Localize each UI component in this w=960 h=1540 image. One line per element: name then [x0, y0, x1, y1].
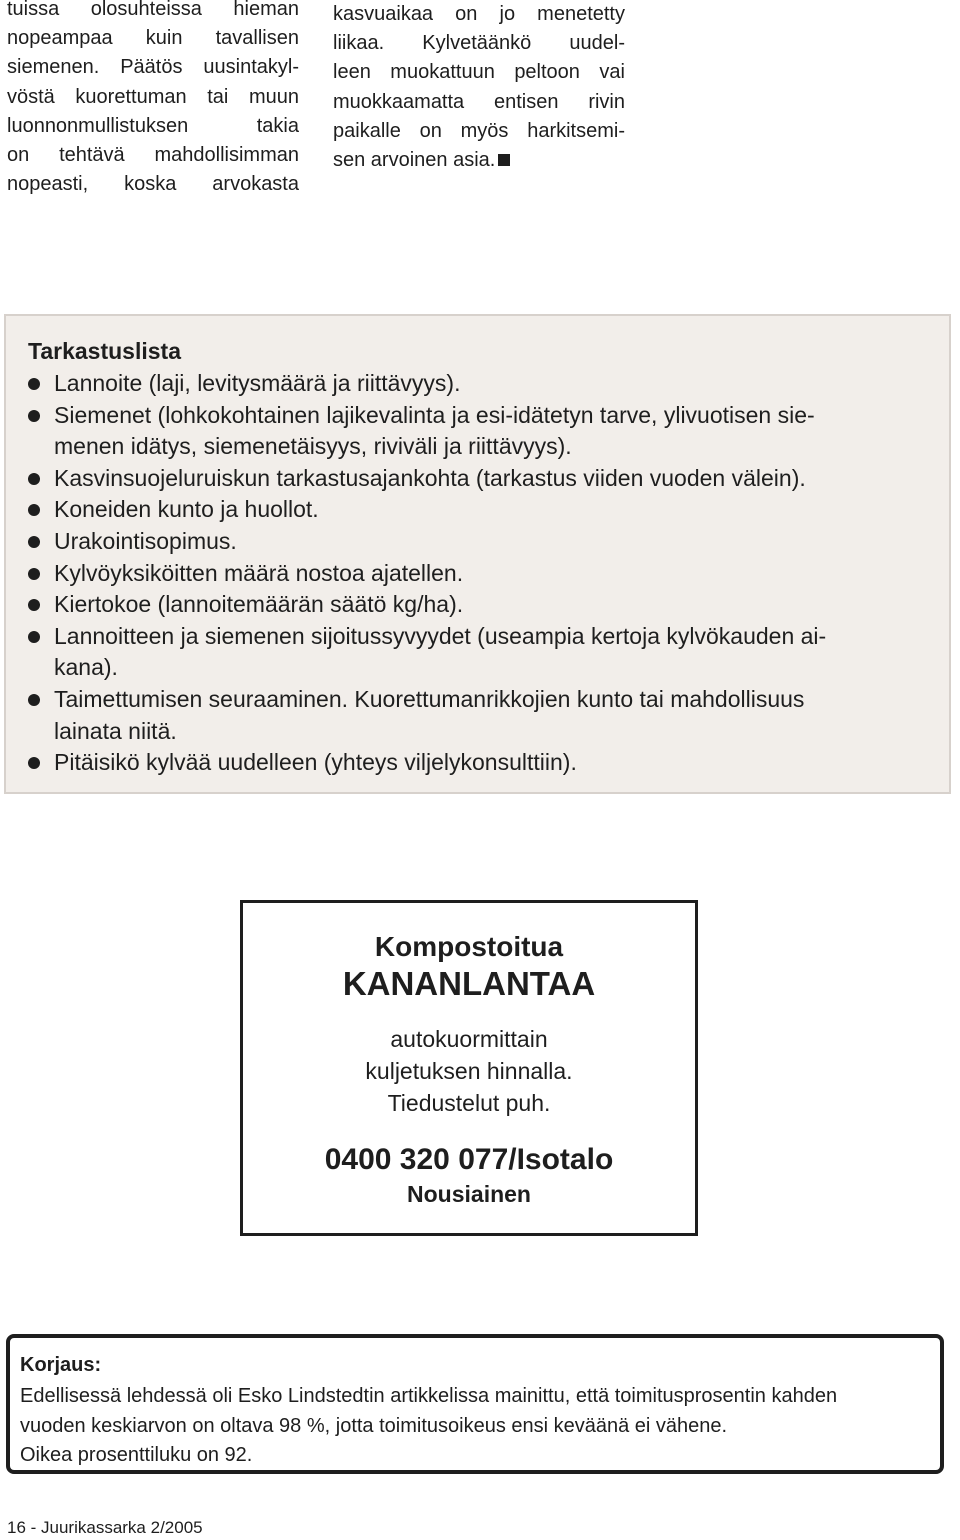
checklist-item-text: Koneiden kunto ja huollot. — [54, 496, 319, 523]
correction-line: Edellisessä lehdessä oli Esko Lindstedtin artikkelissa mainittu, että toimitusprosentin kahden — [20, 1385, 838, 1407]
ad-body-line: Tiedustelut puh. — [387, 1090, 551, 1116]
ad-body-line: autokuormittain — [390, 1026, 548, 1052]
bullet-icon — [28, 631, 40, 643]
ad-place: Nousiainen — [407, 1181, 531, 1207]
text-line: nopeampaa kuin tavallisen — [7, 27, 299, 50]
bullet-icon — [28, 536, 40, 548]
correction-text — [20, 1382, 837, 1471]
text-line: muokkaamatta entisen rivin — [333, 90, 625, 113]
bullet-icon — [28, 568, 40, 580]
left-text-column — [7, 0, 299, 199]
page-footer: 16 - Juurikassarka 2/2005 — [7, 1518, 203, 1537]
text-line: liikaa. Kylvetäänkö uudel- — [333, 32, 625, 55]
bullet-icon — [28, 694, 40, 706]
correction-box — [6, 1334, 944, 1474]
text-line: siemenen. Päätös uusintakyl- — [7, 56, 299, 79]
text-line: nopeasti, koska arvokasta — [7, 173, 299, 196]
checklist-item — [28, 400, 928, 463]
article-end-mark — [498, 154, 510, 166]
bullet-icon — [28, 599, 40, 611]
checklist-title: Tarkastuslista — [28, 338, 181, 364]
ad-heading-line2: KANANLANTAA — [342, 965, 596, 1002]
checklist-item — [28, 684, 928, 747]
bullet-icon — [28, 410, 40, 422]
checklist-item-text: kana). — [54, 654, 118, 681]
ad-phone: 0400 320 077/Isotalo — [324, 1143, 614, 1176]
checklist-item-text: Urakointisopimus. — [54, 527, 237, 554]
checklist-item-text: lainata niitä. — [54, 717, 177, 744]
checklist-item-text: Taimettumisen seuraaminen. Kuorettumanrikkojien kunto tai mahdollisuus — [54, 685, 805, 712]
text-line: tuissa olosuhteissa hieman — [7, 0, 299, 20]
checklist-item-text: Lannoitteen ja siemenen sijoitussyvyydet (useampia kertoja kylvökauden ai- — [54, 622, 827, 649]
checklist-item-text: Siemenet (lohkokohtainen lajikevalinta ja esi-idätetyn tarve, ylivuotisen sie- — [54, 401, 815, 428]
text-line: leen muokattuun peltoon vai — [333, 61, 625, 84]
text-line: paikalle on myös harkitsemi- — [333, 119, 625, 142]
checklist-item-text: menen idätys, siemenetäisyys, riviväli ja riittävyys). — [54, 433, 572, 460]
checklist-item — [28, 589, 928, 621]
checklist-items — [28, 368, 928, 779]
checklist-item-text: Pitäisikö kylvää uudelleen (yhteys viljelykonsulttiin). — [54, 749, 577, 776]
bullet-icon — [28, 473, 40, 485]
checklist-item — [28, 526, 928, 558]
ad-body — [243, 1023, 695, 1119]
checklist-item-text: Kiertokoe (lannoitemäärän säätö kg/ha). — [54, 591, 464, 618]
checklist-item — [28, 494, 928, 526]
bullet-icon — [28, 757, 40, 769]
text-line: vöstä kuorettuman tai muun — [7, 85, 299, 108]
checklist-item — [28, 747, 928, 779]
ad-heading-line1: Kompostoitua — [374, 931, 564, 962]
checklist-item — [28, 463, 928, 495]
correction-line: Oikea prosenttiluku on 92. — [20, 1444, 253, 1466]
checklist-item — [28, 368, 928, 400]
bullet-icon — [28, 504, 40, 516]
checklist-item — [28, 558, 928, 590]
checklist-item-text: Kylvöyksiköitten määrä nostoa ajatellen. — [54, 559, 464, 586]
right-text-column — [333, 0, 625, 175]
correction-line: vuoden keskiarvon on oltava 98 %, jotta toimitusoikeus ensi keväänä ei vähene. — [20, 1414, 728, 1437]
advertisement-box — [240, 900, 698, 1236]
text-line: on tehtävä mahdollisimman — [7, 144, 299, 167]
correction-title: Korjaus: — [20, 1354, 102, 1376]
checklist-item-text: Lannoite (laji, levitysmäärä ja riittävyys). — [54, 370, 461, 396]
checklist-item — [28, 621, 928, 684]
text-line: sen arvoinen asia. — [333, 149, 496, 172]
checklist-item-text: Kasvinsuojeluruiskun tarkastusajankohta (tarkastus viiden vuoden välein). — [54, 464, 806, 491]
ad-body-line: kuljetuksen hinnalla. — [365, 1058, 573, 1084]
text-line: luonnonmullistuksen takia — [7, 114, 299, 137]
text-line: kasvuaikaa on jo menetetty — [333, 3, 625, 25]
bullet-icon — [28, 378, 40, 390]
checklist-box — [4, 314, 951, 794]
